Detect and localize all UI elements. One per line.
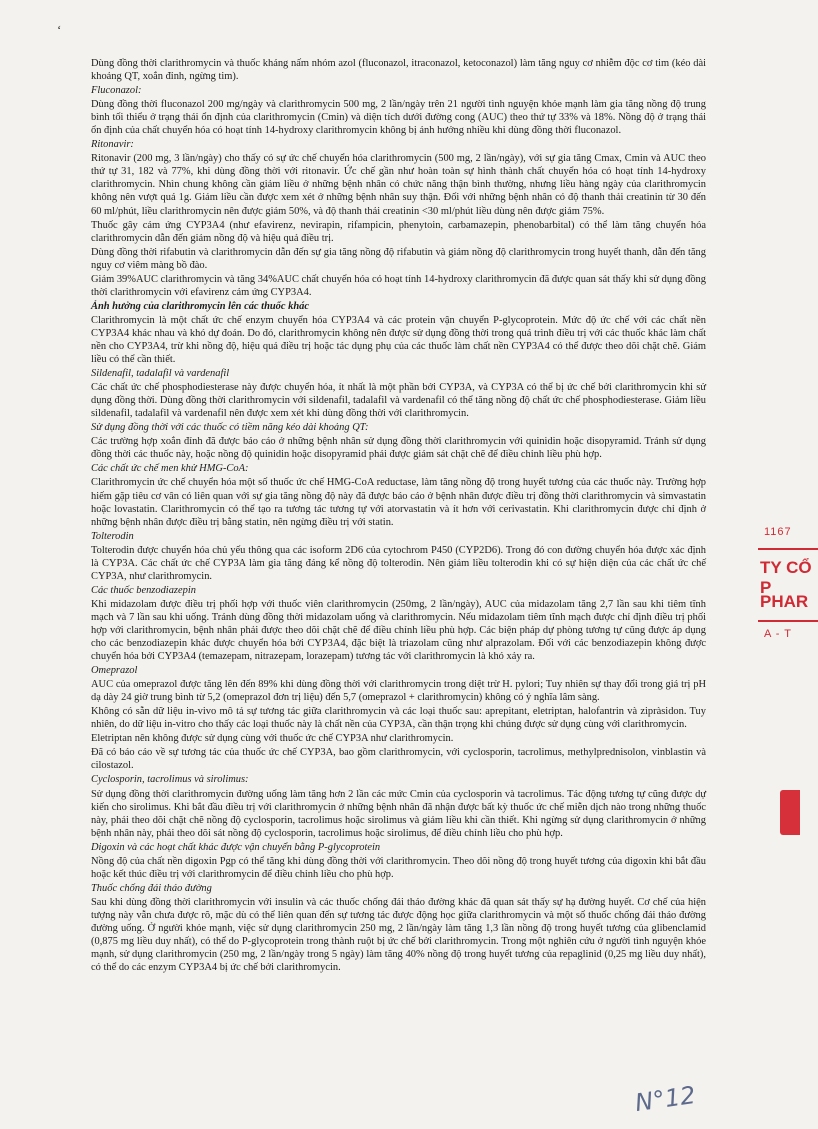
paragraph: Thuốc gây cảm ứng CYP3A4 (như efavirenz, nevirapin, rifampicin, phenytoin, carbamazepin, phenobarbital) có thể làm tăng chuyển hóa clarithromycin dẫn đến giảm nồng độ và hiệu quả điều trị.: [91, 219, 706, 244]
paragraph: Clarithromycin ức chế chuyển hóa một số thuốc ức chế HMG-CoA reductase, làm tăng nồng độ trong huyết tương của các thuốc này. Trường hợp hiếm gặp tiêu cơ vân có liên quan với sự gia tăng nồng độ này đã được báo cáo ở bệnh nhân được điều trị đồng thời clarithromycin và simvastatin hoặc lovastatin. Clarithromycin có thể tạo ra tương tác tương tự với atorvastatin và ít hơn với cerivastatin. Khi clarithromycin được chỉ định ở những bệnh nhân được điều trị bằng statin, nên ngừng điều trị với statin.: [91, 477, 706, 528]
section-heading: Fluconazol:: [91, 85, 142, 97]
section-heading: Ritonavir:: [91, 139, 134, 151]
stamp-text: A - T: [764, 628, 793, 640]
section-heading: Các chất ức chế men khử HMG-CoA:: [91, 463, 249, 475]
section-heading: Omeprazol: [91, 665, 138, 677]
paragraph: Khi midazolam được điều trị phối hợp với thuốc viên clarithromycin (250mg, 2 lần/ngày), AUC của midazolam tăng 2,7 lần sau khi tiêm tĩnh mạch và 7 lần sau khi uống. Tránh dùng đồng thời midazolam uống và clarithromycin. Nếu midazolam tiêm tĩnh mạch được chỉ định điều trị phối hợp với clarithromycin, bệnh nhân phải được theo dõi chặt chẽ để điều chỉnh liều phù hợp. Các biện pháp dự phòng tương tự cũng được áp dụng cho các benzodiazepin khác được chuyển hóa bởi CYP3A4, đặc biệt là triazolam cũng như alprazolam. Đối với các benzodiazepin không được chuyển hóa bởi CYP3A4 (temazepam, nitrazepam, lorazepam) tương tác với clarithromycin là khó xảy ra.: [91, 598, 706, 663]
paragraph: Ritonavir (200 mg, 3 lần/ngày) cho thấy có sự ức chế chuyển hóa clarithromycin (500 mg, 2 lần/ngày), với sự gia tăng Cmax, Cmin và AUC theo thứ tự 31, 182 và 77%, khi dùng đồng thời với ritonavir. Ức chế gần như hoàn toàn sự hình thành chất chuyển hóa có hoạt tính 14-hydroxy clarithromycin. Nhìn chung không cần giảm liều ở những bệnh nhân có chức năng thận bình thường, nhưng liều hàng ngày của clarithromycin không nên vượt quá 1g. Giảm liều cần được xem xét ở những bệnh nhân suy thận. Đối với những bệnh nhân có độ thanh thải creatinin từ 30 đến 60 ml/phút, liều clarithromycin nên được giảm 50%, và độ thanh thải creatinin <30 ml/phút liều dùng nên được giảm 75%.: [91, 153, 706, 217]
paragraph: Dùng đồng thời fluconazol 200 mg/ngày và clarithromycin 500 mg, 2 lần/ngày trên 21 người tình nguyện khỏe mạnh làm gia tăng nồng độ trung bình tối thiểu ở trạng thái ổn định của clarithromycin (Cmin) và diện tích dưới đường cong (AUC) theo thứ tự 33% và 18%. Nồng độ ở trạng thái ổn định của chất chuyển hóa có hoạt tính 14-hydroxy clarithromycin không bị ảnh hưởng nhiều khi dùng đồng thời fluconazol.: [91, 99, 706, 137]
paragraph: Các trường hợp xoắn đỉnh đã được báo cáo ở những bệnh nhân sử dụng đồng thời clarithromycin với quinidin hoặc disopyramid. Tránh sử dụng đồng thời các thuốc này, hoặc nồng độ quinidin hoặc disopyramid phải được giám sát chặt chẽ để điều chỉnh liều phù hợp.: [91, 436, 706, 461]
document-body: [91, 57, 706, 975]
paragraph: Eletriptan nên không được sử dụng cùng với thuốc ức chế CYP3A như clarithromycin.: [91, 733, 454, 745]
section-heading: Sildenafil, tadalafil và vardenafil: [91, 368, 230, 380]
paragraph: Không có sẵn dữ liệu in-vivo mô tả sự tương tác giữa clarithromycin và các loại thuốc sau: aprepitant, eletriptan, halofantrin và zipràsidon. Tuy nhiên, do dữ liệu in-vitro cho thấy các loại thuốc này là chất nền của CYP3A, cần thận trọng khi chúng được sử dụng cùng với clarithromycin.: [91, 706, 706, 731]
section-heading: Digoxin và các hoạt chất khác được vận chuyển bằng P-glycoprotein: [91, 841, 381, 853]
paragraph: Clarithromycin là một chất ức chế enzym chuyển hóa CYP3A4 và các protein vận chuyển P-glycoprotein. Mức độ ức chế với các chất nền CYP3A4 khác nhau và khó dự đoán. Do đó, clarithromycin không nên được sử dụng đồng thời trong quá trình điều trị với các thuốc khác làm chất nền cho CYP3A4, trừ khi nồng độ, hiệu quả điều trị hoặc tác dụng phụ của các thuốc làm chất nền CYP3A4 có thể được theo dõi chặt chẽ. Giảm liều có thể cần thiết.: [91, 314, 706, 366]
section-heading: Ảnh hưởng của clarithromycin lên các thuốc khác: [91, 300, 310, 312]
company-stamp: [758, 510, 818, 710]
paragraph: Dùng đồng thời rifabutin và clarithromycin dẫn đến sự gia tăng nồng độ rifabutin và giảm nồng độ clarithromycin trong huyết thanh, dẫn đến tăng nguy cơ viêm màng bồ đào.: [91, 246, 706, 271]
paragraph: Nồng độ của chất nền digoxin Pgp có thể tăng khi dùng đồng thời với clarithromycin. Theo dõi nồng độ trong huyết tương của digoxin khi bắt đầu hoặc kết thúc điều trị với clarithromycin để điều chỉnh liều cho phù hợp.: [91, 855, 706, 880]
section-heading: Cyclosporin, tacrolimus và sirolimus:: [91, 774, 249, 786]
section-heading: Tolterodin: [91, 530, 134, 542]
corner-mark: ‘: [57, 22, 62, 37]
stamp-text: PHAR: [760, 592, 809, 611]
section-heading: Sử dụng đồng thời với các thuốc có tiềm năng kéo dài khoảng QT:: [91, 422, 369, 434]
handwritten-page-number: N°12: [633, 1080, 698, 1118]
section-heading: Các thuốc benzodiazepin: [91, 584, 196, 596]
paragraph: Đã có báo cáo về sự tương tác của thuốc ức chế CYP3A, bao gồm clarithromycin, với cyclosporin, tacrolimus, methylprednisolon, vinblastin và cilostazol.: [91, 747, 706, 772]
paragraph: Sau khi dùng đồng thời clarithromycin với insulin và các thuốc chống đái tháo đường khác đã quan sát thấy sự hạ đường huyết. Cơ chế của hiện tượng này vẫn chưa được rõ, mặc dù có thể liên quan đến sự tương tác được động học giữa clarithromycin và một số thuốc chống đái tháo đường đường uống. Ở người khỏe mạnh, việc sử dụng clarithromycin 250 mg, 2 lần/ngày làm tăng 1,3 lần nồng độ trong huyết tương của glibenclamid (0,875 mg liều duy nhất), có thể do P-glycoprotein trong thành ruột bị ức chế bởi clarithromycin. Trong một nghiên cứu ở người tình nguyện khỏe mạnh, sử dụng clarithromycin (250 mg, 2 lần/ngày trong 5 ngày) làm tăng 40% nồng độ trong huyết tương của repaglinid (0,25 mg liều duy nhất), có thể do các enzym CYP3A4 bị ức chế bởi clarithromycin.: [91, 896, 706, 974]
paragraph: Dùng đồng thời clarithromycin và thuốc kháng nấm nhóm azol (fluconazol, itraconazol, ketoconazol) làm tăng nguy cơ nhiễm độc cơ tim (kéo dài khoảng QT, xoắn đỉnh, ngừng tim).: [91, 58, 706, 83]
paragraph: AUC của omeprazol được tăng lên đến 89% khi dùng đồng thời với clarithromycin trong diệt trừ H. pylori; Tuy nhiên sự thay đổi trong giá trị pH dạ dày 24 giờ trung bình từ 5,2 (omeprazol đơn trị liệu) đến 5,7 (omeprazol + clarithromycin) không có ý nghĩa lâm sàng.: [91, 679, 706, 704]
stamp-text: TY CỔ P: [760, 558, 812, 597]
red-mark: [780, 790, 800, 835]
section-heading: Thuốc chống đái tháo đường: [91, 882, 212, 894]
paragraph: Các chất ức chế phosphodiesterase này được chuyển hóa, ít nhất là một phần bởi CYP3A, và CYP3A có thể bị ức chế bởi clarithromycin khi sử dụng đồng thời. Dùng đồng thời clarithromycin với sildenafil, tadalafil và vardenafil có thể tăng nồng độ chất ức chế phosphodiesterase. Giảm liều sildenafil, tadalafil và vardenafil nên được xem xét khi dùng đồng thời với clarithromycin.: [91, 382, 706, 420]
paragraph: Sử dụng đồng thời clarithromycin đường uống làm tăng hơn 2 lần các mức Cmin của cyclosporin và tacrolimus. Tác động tương tự cũng được dự kiến cho sirolimus. Khi bắt đầu điều trị với clarithromycin ở những bệnh nhân đã nhận được bất kỳ thuốc ức chế miễn dịch nào trong những thuốc này, phải theo dõi chặt chẽ nồng độ cyclosporin, tacrolimus hoặc sirolimus và giảm liều khi cần thiết. Khi ngừng sử dụng clarithromycin ở những bệnh nhân này, phải theo dõi sát nồng độ cyclosporin, tacrolimus hoặc sirolimus, để điều chỉnh liều cho phù hợp.: [91, 788, 706, 839]
paragraph: Tolterodin được chuyển hóa chủ yếu thông qua các isoform 2D6 của cytochrom P450 (CYP2D6). Trong đó con đường chuyển hóa được xác định là CYP3A. Các chất ức chế CYP3A làm gia tăng đáng kể nồng độ tolterodin. Nên giảm liều tolterodin khi có sự hiện diện của các chất ức chế CYP3A, như clarithromycin.: [91, 544, 706, 582]
stamp-text: 1167: [764, 526, 792, 538]
paragraph: Giảm 39%AUC clarithromycin và tăng 34%AUC chất chuyển hóa có hoạt tính 14-hydroxy clarithromycin đã được quan sát thấy khi sử dụng đồng thời clarithromycin với efavirenz cảm ứng CYP3A4.: [91, 273, 706, 298]
